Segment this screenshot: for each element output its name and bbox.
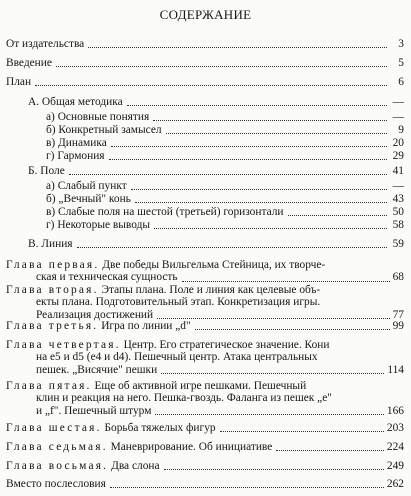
chapter-last-line bbox=[6, 271, 404, 283]
chapter-text: Маневрирование. Об инициативе bbox=[110, 441, 273, 453]
page-title: СОДЕРЖАНИЕ bbox=[159, 7, 252, 22]
toc-page-number: 59 bbox=[392, 238, 404, 250]
chapter-line bbox=[6, 259, 404, 271]
dot-leader bbox=[276, 442, 384, 451]
chapter-text: и „f". Пешечный штурм bbox=[36, 404, 152, 417]
toc-entry-label: Введение bbox=[6, 57, 52, 69]
dot-leader bbox=[111, 138, 387, 147]
toc-subitem-label: а) Слабый пункт bbox=[46, 180, 127, 192]
toc-subitem[interactable] bbox=[46, 124, 404, 136]
dot-leader bbox=[127, 97, 387, 106]
dot-leader bbox=[56, 58, 387, 67]
dot-leader bbox=[195, 321, 390, 330]
toc-subitem[interactable] bbox=[46, 137, 404, 149]
chapter-line bbox=[6, 380, 404, 392]
dot-leader bbox=[157, 310, 389, 319]
chapter-line: на e5 и d5 (e4 и d4). Пешечный центр. Атака центральных bbox=[36, 351, 318, 364]
toc-subitem[interactable] bbox=[46, 219, 404, 231]
dot-leader bbox=[135, 194, 387, 203]
chapter-text: Реализация достижений bbox=[36, 308, 154, 321]
toc-subitem-label: а) Основные понятия bbox=[46, 111, 150, 123]
dot-leader bbox=[153, 112, 387, 121]
chapter-line bbox=[6, 339, 404, 351]
toc-page-number: 114 bbox=[387, 363, 404, 376]
toc-subitem[interactable] bbox=[46, 180, 404, 192]
toc-section-label: В. Линия bbox=[28, 238, 73, 250]
chapter-text: Этапы плана. Поле и линия как целевые объ- bbox=[101, 284, 321, 296]
toc-subitem[interactable] bbox=[46, 193, 404, 205]
dot-leader bbox=[109, 151, 387, 160]
chapter-line: екты плана. Подготовительный этап. Конкретизация игры. bbox=[36, 296, 321, 309]
chapter-heading: Глава седьмая. bbox=[6, 441, 108, 453]
chapter-text: пешек. „Висячие" пешки bbox=[36, 363, 158, 376]
toc-page-number: 6 bbox=[398, 76, 404, 88]
chapter-text: Еще об активной игре пешками. Пешечный bbox=[94, 380, 307, 392]
toc-page-number: 3 bbox=[398, 38, 404, 50]
chapter-heading: Глава первая. bbox=[6, 259, 100, 271]
dot-leader bbox=[288, 207, 387, 216]
toc-page-number: 58 bbox=[392, 219, 404, 231]
toc-section-label: А. Общая методика bbox=[28, 96, 123, 108]
toc-page-number: 99 bbox=[392, 320, 404, 332]
toc-subitem[interactable] bbox=[46, 206, 404, 218]
chapter-heading: Глава третья. bbox=[6, 320, 99, 332]
toc-entry-publisher[interactable] bbox=[6, 38, 404, 50]
toc-subitem-label: б) „Вечный" конь bbox=[46, 193, 131, 205]
toc-chapter-7[interactable] bbox=[6, 441, 404, 453]
chapter-text: Центр. Его стратегическое значение. Кони bbox=[123, 339, 330, 351]
toc-subitem-label: в) Динамика bbox=[46, 137, 107, 149]
chapter-text: Игра по линии „d" bbox=[101, 320, 191, 332]
dot-leader bbox=[110, 479, 384, 488]
toc-chapter-4[interactable] bbox=[6, 339, 404, 376]
toc-subitem[interactable] bbox=[46, 111, 404, 123]
dot-leader bbox=[220, 423, 384, 432]
toc-page-number: 77 bbox=[392, 308, 404, 321]
toc-chapter-6[interactable] bbox=[6, 422, 404, 434]
chapter-text: Две победы Вильгельма Стейница, их творче- bbox=[102, 259, 326, 271]
toc-subitem-label: г) Некоторые выводы bbox=[46, 219, 151, 231]
toc-page-number: 29 bbox=[392, 150, 404, 162]
toc-page-number: 20 bbox=[392, 137, 404, 149]
dot-leader bbox=[164, 461, 384, 470]
chapter-last-line bbox=[6, 405, 404, 417]
dot-leader bbox=[182, 273, 390, 282]
toc-page-number: 68 bbox=[392, 271, 404, 284]
dot-leader bbox=[88, 39, 387, 48]
toc-page-number: 166 bbox=[386, 404, 404, 417]
chapter-heading: Глава шестая. bbox=[6, 422, 102, 434]
toc-page-number: — bbox=[392, 96, 404, 108]
toc-subitem-label: в) Слабые поля на шестой (третьей) горизонтали bbox=[46, 206, 284, 218]
toc-section-a[interactable] bbox=[28, 96, 404, 108]
toc-page-number: 5 bbox=[398, 57, 404, 69]
toc-section-b[interactable] bbox=[28, 165, 404, 177]
chapter-heading: Глава пятая. bbox=[6, 380, 92, 392]
dot-leader bbox=[69, 166, 387, 175]
chapter-heading: Глава вторая. bbox=[6, 284, 99, 296]
chapter-heading: Глава четвертая. bbox=[6, 339, 121, 351]
toc-page-number: 224 bbox=[386, 441, 404, 453]
toc-chapter-2[interactable] bbox=[6, 284, 404, 321]
toc-entry-introduction[interactable] bbox=[6, 57, 404, 69]
dot-leader bbox=[166, 125, 387, 134]
dot-leader bbox=[35, 77, 387, 86]
chapter-text: Борьба тяжелых фигур bbox=[104, 422, 216, 434]
toc-chapter-8[interactable] bbox=[6, 460, 404, 472]
chapter-text: ская и техническая сущность bbox=[36, 271, 178, 284]
toc-section-v[interactable] bbox=[28, 238, 404, 250]
toc-chapter-5[interactable] bbox=[6, 380, 404, 417]
toc-page-number: 249 bbox=[386, 460, 404, 472]
toc-entry-label: От издательства bbox=[6, 38, 85, 50]
toc-subitem-label: б) Конкретный замысел bbox=[46, 124, 162, 136]
chapter-text: Два слона bbox=[111, 460, 160, 472]
toc-chapter-3[interactable] bbox=[6, 320, 404, 332]
chapter-last-line bbox=[6, 364, 404, 376]
toc-chapter-1[interactable] bbox=[6, 259, 404, 284]
toc-subitem[interactable] bbox=[46, 150, 404, 162]
toc-entry-afterword[interactable] bbox=[6, 478, 404, 490]
toc-entry-label: Вместо послесловия bbox=[6, 478, 106, 490]
chapter-last-line bbox=[6, 320, 404, 332]
toc-section-label: Б. Поле bbox=[28, 165, 65, 177]
toc-page-number: 50 bbox=[392, 206, 404, 218]
dot-leader bbox=[154, 220, 387, 229]
dot-leader bbox=[77, 239, 387, 248]
toc-page-number: 203 bbox=[386, 422, 404, 434]
toc-page-number: 43 bbox=[392, 193, 404, 205]
chapter-line: клин и реакция на него. Пешка-гвоздь. Фаланга из пешек „e" bbox=[36, 392, 332, 405]
toc-page-number: 9 bbox=[398, 124, 404, 136]
chapter-last-line bbox=[6, 460, 404, 472]
dot-leader bbox=[131, 181, 387, 190]
toc-page-number: — bbox=[392, 111, 404, 123]
chapter-last-line bbox=[6, 422, 404, 434]
toc-subitem-label: г) Гармония bbox=[46, 150, 105, 162]
toc-entry-plan[interactable] bbox=[6, 76, 404, 88]
toc-page-number: 41 bbox=[392, 165, 404, 177]
dot-leader bbox=[161, 365, 384, 374]
toc-page-number: 262 bbox=[386, 478, 404, 490]
chapter-last-line bbox=[6, 441, 404, 453]
toc-entry-label: План bbox=[6, 76, 32, 88]
chapter-heading: Глава восьмая. bbox=[6, 460, 109, 472]
chapter-line bbox=[6, 284, 404, 296]
dot-leader bbox=[155, 406, 383, 415]
toc-page-number: — bbox=[392, 180, 404, 192]
